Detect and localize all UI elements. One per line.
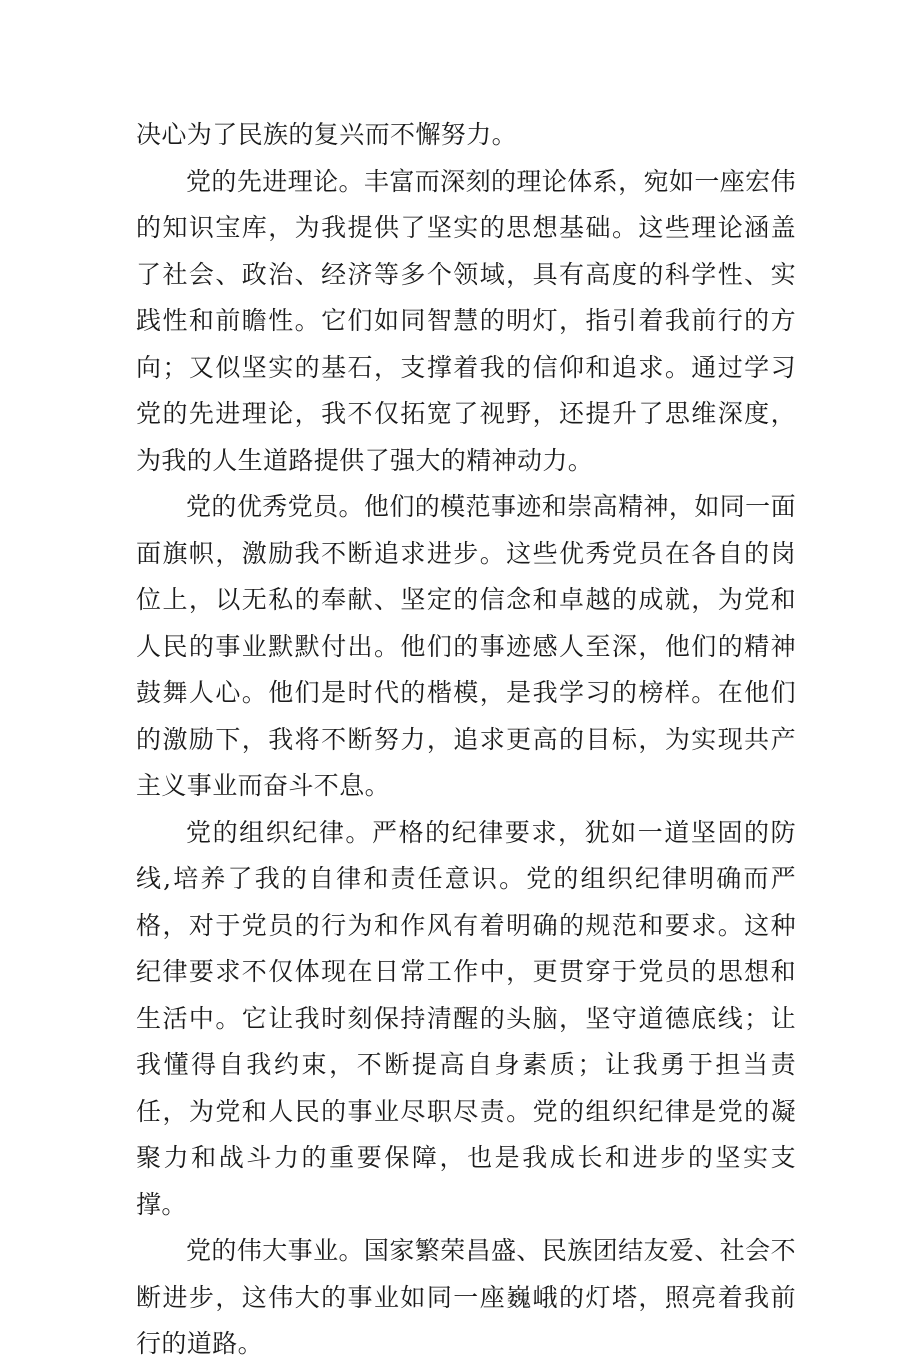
paragraph-continuation: 决心为了民族的复兴而不懈努力。 (136, 120, 518, 149)
paragraph-outstanding-members: 党的优秀党员。他们的模范事迹和崇高精神，如同一面面旗帜，激励我不断追求进步。这些优秀党员在各自的岗位上，以无私的奉献、坚定的信念和卓越的成就，为党和人民的事业默默付出。他们的事迹感人至深，他们的精神鼓舞人心。他们是时代的楷模，是我学习的榜样。在他们的激励下，我将不断努力，追求更高的目标，为实现共产主义事业而奋斗不息。 (136, 492, 796, 800)
paragraph-advanced-theory: 党的先进理论。丰富而深刻的理论体系，宛如一座宏伟的知识宝库，为我提供了坚实的思想基础。这些理论涵盖了社会、政治、经济等多个领域，具有高度的科学性、实践性和前瞻性。它们如同智慧的明灯，指引着我前行的方向；又似坚实的基石，支撑着我的信仰和追求。通过学习党的先进理论，我不仅拓宽了视野，还提升了思维深度，为我的人生道路提供了强大的精神动力。 (136, 166, 796, 475)
paragraph-organizational-discipline: 党的组织纪律。严格的纪律要求，犹如一道坚固的防线,培养了我的自律和责任意识。党的组织纪律明确而严格，对于党员的行为和作风有着明确的规范和要求。这种纪律要求不仅体现在日常工作中，更贯穿于党员的思想和生活中。它让我时刻保持清醒的头脑，坚守道德底线；让我懂得自我约束，不断提高自身素质；让我勇于担当责任，为党和人民的事业尽职尽责。党的组织纪律是党的凝聚力和战斗力的重要保障，也是我成长和进步的坚实支撑。 (136, 817, 796, 1219)
body-text (136, 112, 796, 1368)
paragraph-great-cause: 党的伟大事业。国家繁荣昌盛、民族团结友爱、社会不断进步，这伟大的事业如同一座巍峨的灯塔，照亮着我前行的道路。 (136, 1236, 796, 1358)
